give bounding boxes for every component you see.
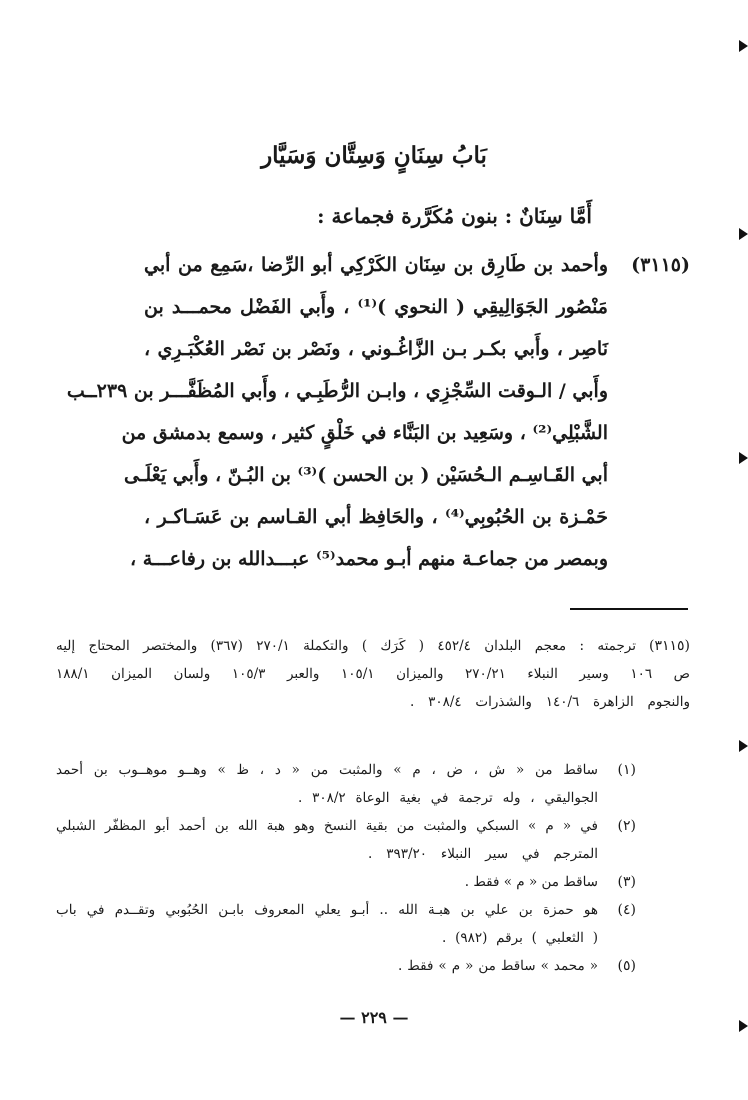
body-line: وأَبي / الـوقت السِّجْزِي ، وابـن الرُّطَبِـي ، وأَبي المُظَفَّـــر بن ٢٣٩ــب (66, 380, 608, 402)
chapter-heading: بَابُ سِنَانٍ وَسِتَّان وَسَيَّار (261, 142, 487, 169)
body-line: الشَّبْلِي⁽²⁾ ، وسَعِيد بن البَنَّاء في خَلْقٍ كثير ، وسمع بدمشق من (121, 422, 608, 444)
footnote-number: (٢) (617, 818, 636, 834)
footnote-line: الجواليقي ، وله ترجمة في بغية الوعاة ٣٠٨/٢ . (298, 790, 598, 806)
body-line: أبي القَـاسِـم الـحُسَيْن ( بن الحسن )⁽³⁾ بن البُـنّ ، وأَبي يَعْلَـى (124, 464, 608, 486)
page-number: — ٢٢٩ — (339, 1008, 409, 1027)
footnote-number: (٣) (617, 874, 636, 890)
footnote-line: « محمد » ساقط من « م » فقط . (398, 958, 598, 974)
page-edge-mark (739, 40, 748, 52)
body-line: مَنْصُور الجَوَالِيقِي ( النحوي )⁽¹⁾ ، وأَبي الفَضْل محمـــد بن (144, 296, 608, 318)
intro-line: أَمَّا سِنَانٌ : بنون مُكَرَّرة فجماعة : (317, 204, 592, 228)
footnote-number: (٤) (617, 902, 636, 918)
body-line: وأحمد بن طَارِق بن سِنَان الكَرْكِي أبو الرِّضا ،سَمِع من أبي (144, 254, 608, 276)
footnote-number: (١) (617, 762, 636, 778)
page-edge-mark (739, 740, 748, 752)
footnote-line: ساقط من « م » فقط . (464, 874, 598, 890)
footnote-line: ص ١٠٦ وسير النبلاء ٢٧٠/٢١ والميزان ١٠٥/١ والعبر ١٠٥/٣ ولسان الميزان ١٨٨/١ (56, 666, 690, 682)
footnote-line: ( الثعلبي ) برقم (٩٨٢) . (442, 930, 598, 946)
entry-number: (٣١١٥) (631, 254, 690, 276)
footnote-line: في « م » السبكي والمثبت من بقية النسخ وهو هبة الله بن أحمد أبو المظفّر الشبلي (56, 818, 598, 834)
footnote-line: المترجم في سير النبلاء ٣٩٣/٢٠ . (368, 846, 599, 862)
footnote-number: (٥) (617, 958, 636, 974)
footnote-separator (570, 608, 688, 610)
footnote-line: ساقط من « ش ، ض ، م » والمثبت من « د ، ظ » وهــو موهــوب بن أحمد (56, 762, 598, 778)
footnote-line: هو حمزة بن علي بن هبـة الله .. أبـو يعلي المعروف بابـن الحُبُوبي وتقــدم في باب (56, 902, 598, 918)
body-line: حَمْـزة بن الحُبُوبِي⁽⁴⁾ ، والحَافِظ أبي القـاسم بن عَسَـاكـر ، (144, 506, 608, 528)
body-line: نَاصِر ، وأَبي بكـر بـن الزَّاغُـوني ، ونَصْر بن نَصْر العُكْبَـرِي ، (144, 338, 608, 360)
footnote-number: (٣١١٥) (648, 638, 690, 654)
body-line: وبمصر من جماعـة منهم أبـو محمد⁽⁵⁾ عبـــدالله بن رفاعـــة ، (130, 548, 608, 570)
page-edge-mark (739, 452, 748, 464)
page-edge-mark (739, 228, 748, 240)
footnote-line: والنجوم الزاهرة ١٤٠/٦ والشذرات ٣٠٨/٤ . (410, 694, 691, 710)
footnote-line: ترجمته : معجم البلدان ٤٥٢/٤ ( كَرَك ) والتكملة ٢٧٠/١ (٣٦٧) والمختصر المحتاج إليه (56, 638, 636, 654)
